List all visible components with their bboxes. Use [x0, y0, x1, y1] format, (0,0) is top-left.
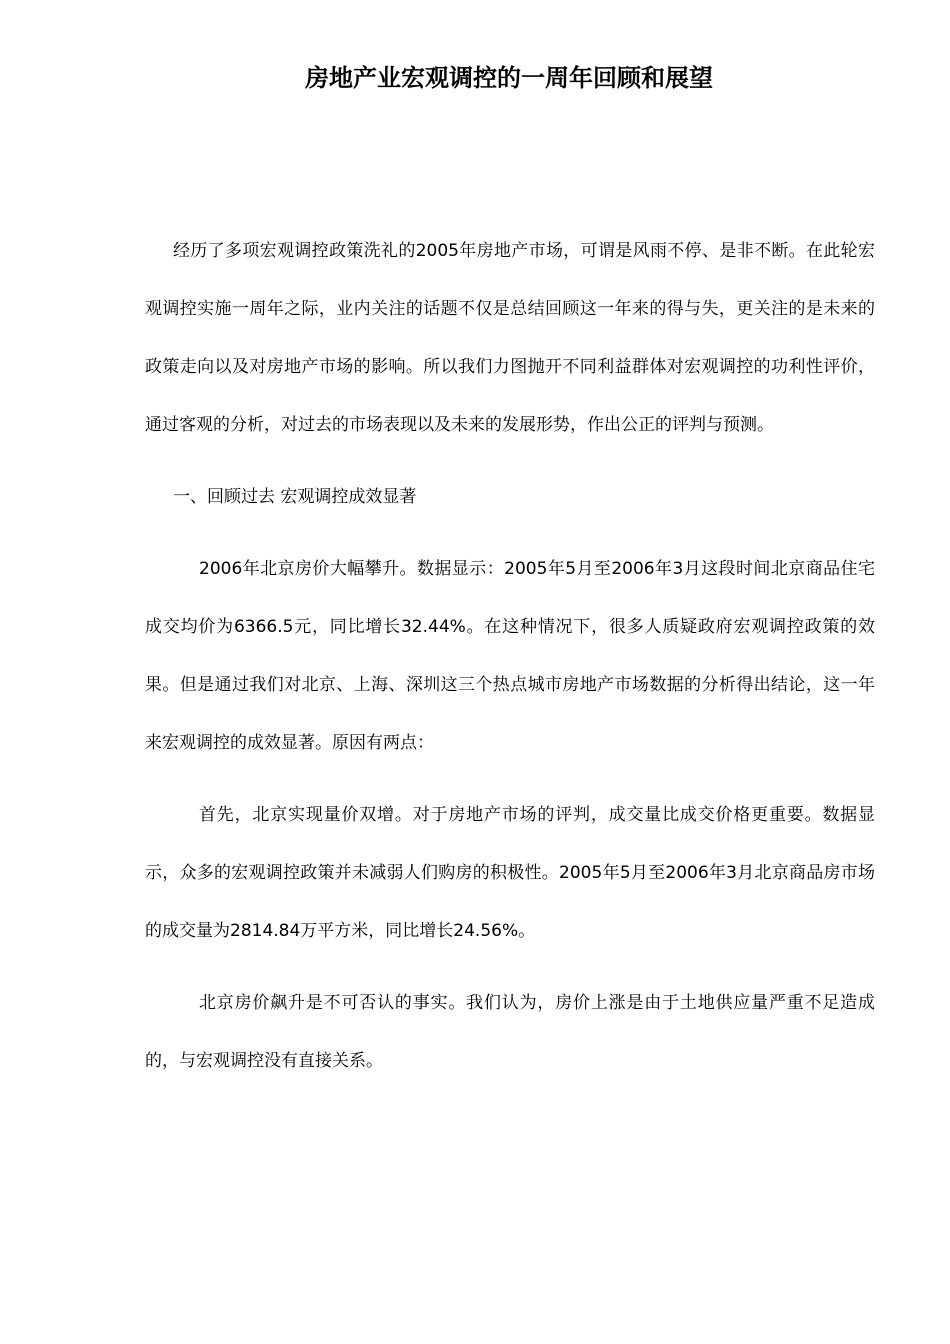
volume-price-paragraph: 首先，北京实现量价双增。对于房地产市场的评判，成交量比成交价格更重要。数据显示，众多的宏观调控政策并未减弱人们购房的积极性。2005年5月至2006年3月北京商品房市场的成交量为2814.84万平方米，同比增长24.56%。 [145, 805, 875, 941]
beijing-price-paragraph: 2006年北京房价大幅攀升。数据显示：2005年5月至2006年3月这段时间北京商品住宅成交均价为6366.5元，同比增长32.44%。在这种情况下，很多人质疑政府宏观调控政策的效果。但是通过我们对北京、上海、深圳这三个热点城市房地产市场数据的分析得出结论，这一年来宏观调控的成效显著。原因有两点： [145, 559, 875, 753]
intro-paragraph: 经历了多项宏观调控政策洗礼的2005年房地产市场，可谓是风雨不停、是非不断。在此轮宏观调控实施一周年之际，业内关注的话题不仅是总结回顾这一年来的得与失，更关注的是未来的政策走向以及对房地产市场的影响。所以我们力图抛开不同利益群体对宏观调控的功利性评价，通过客观的分析，对过去的市场表现以及未来的发展形势，作出公正的评判与预测。 [145, 241, 875, 435]
document-title: 房地产业宏观调控的一周年回顾和展望 [305, 64, 713, 92]
section-heading: 一、回顾过去 宏观调控成效显著 [173, 487, 417, 507]
land-supply-paragraph: 北京房价飙升是不可否认的事实。我们认为，房价上涨是由于土地供应量严重不足造成的，与宏观调控没有直接关系。 [145, 993, 875, 1071]
document-body [145, 222, 875, 1090]
